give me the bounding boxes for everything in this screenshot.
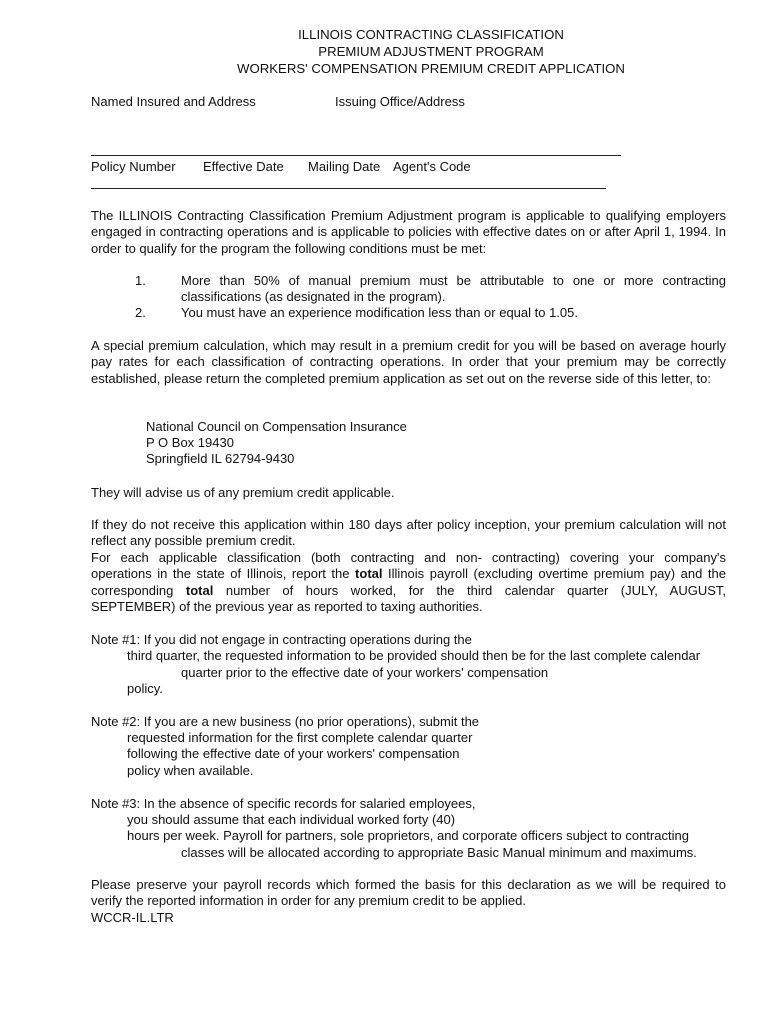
form-code: WCCR-IL.LTR [91, 910, 174, 925]
issuing-office-label: Issuing Office/Address [335, 94, 465, 109]
each-class-total-2: total [185, 583, 214, 598]
note-1-line-4: policy. [127, 681, 163, 696]
special-calculation-paragraph: A special premium calculation, which may result in a premium credit for you will be based on average hourly pay rates for each classification of contracting operations. In order that your premium may be correctly established, please return the completed premium application as set out on the reverse side of this letter, to: [91, 338, 726, 386]
note-2-line-3: following the effective date of your workers' compensation [127, 746, 460, 761]
note-1-line-2: third quarter, the requested information to be provided should then be for the last complete calendar [127, 648, 701, 663]
mailing-date-label: Mailing Date [308, 159, 381, 174]
each-class-line-2 [91, 566, 726, 582]
no-receipt-paragraph: If they do not receive this application within 180 days after policy inception, your premium calculation will not reflect any possible premium credit. [91, 517, 726, 549]
condition-2-text: You must have an experience modification less than or equal to 1.05. [181, 305, 578, 320]
header-line-3: WORKERS' COMPENSATION PREMIUM CREDIT APPLICATION [237, 61, 625, 76]
note-1-line-3: quarter prior to the effective date of your workers' compensation [181, 665, 549, 680]
advise-text: They will advise us of any premium credit applicable. [91, 485, 395, 500]
header-line-2: PREMIUM ADJUSTMENT PROGRAM [318, 44, 544, 59]
note-3-line-1: Note #3: In the absence of specific records for salaried employees, [91, 796, 476, 811]
preserve-paragraph: Please preserve your payroll records which formed the basis for this declaration as we will be required to verify the reported information in order for any premium credit to be applied. [91, 877, 726, 909]
condition-1-number: 1. [135, 273, 146, 288]
each-class-line-3a: corresponding [91, 583, 186, 598]
condition-1-text-cont: classifications (as designated in the program). [181, 289, 446, 304]
each-class-line-2a: operations in the state of Illinois, report the [91, 566, 356, 581]
note-1-line-1: Note #1: If you did not engage in contracting operations during the [91, 632, 472, 647]
policy-number-label: Policy Number [91, 159, 176, 174]
condition-2-number: 2. [135, 305, 146, 320]
address-line-1: National Council on Compensation Insurance [146, 419, 407, 434]
field-rule-2 [91, 188, 606, 189]
each-class-line-4: SEPTEMBER) of the previous year as reported to taxing authorities. [91, 599, 483, 614]
each-class-total-1: total [355, 566, 383, 581]
each-class-line-2c: Illinois payroll (excluding overtime premium pay) and the [382, 566, 726, 581]
address-line-3: Springfield IL 62794-9430 [146, 451, 295, 466]
effective-date-label: Effective Date [203, 159, 284, 174]
named-insured-label: Named Insured and Address [91, 94, 256, 109]
field-rule-1 [91, 155, 621, 156]
each-class-line-1: For each applicable classification (both contracting and non- contracting) covering your company's [91, 550, 726, 565]
intro-paragraph: The ILLINOIS Contracting Classification Premium Adjustment program is applicable to qualifying employers engaged in contracting operations and is applicable to policies with effective dates on or after April 1, 1994. In order to qualify for the program the following conditions must be met: [91, 208, 726, 256]
each-class-line-3c: number of hours worked, for the third calendar quarter (JULY, AUGUST, [213, 583, 727, 598]
condition-1-text: More than 50% of manual premium must be attributable to one or more contracting [181, 273, 726, 288]
note-3-line-2: you should assume that each individual worked forty (40) [127, 812, 456, 827]
note-3-line-4: classes will be allocated according to appropriate Basic Manual minimum and maximums. [181, 845, 697, 860]
note-3-line-3: hours per week. Payroll for partners, sole proprietors, and corporate officers subject to contracting [127, 828, 689, 843]
note-2-line-4: policy when available. [127, 763, 254, 778]
note-2-line-1: Note #2: If you are a new business (no prior operations), submit the [91, 714, 480, 729]
note-2-line-2: requested information for the first complete calendar quarter [127, 730, 473, 745]
each-class-line-3 [91, 583, 726, 599]
address-line-2: P O Box 19430 [146, 435, 234, 450]
header-line-1: ILLINOIS CONTRACTING CLASSIFICATION [298, 27, 564, 42]
agents-code-label: Agent's Code [393, 159, 471, 174]
